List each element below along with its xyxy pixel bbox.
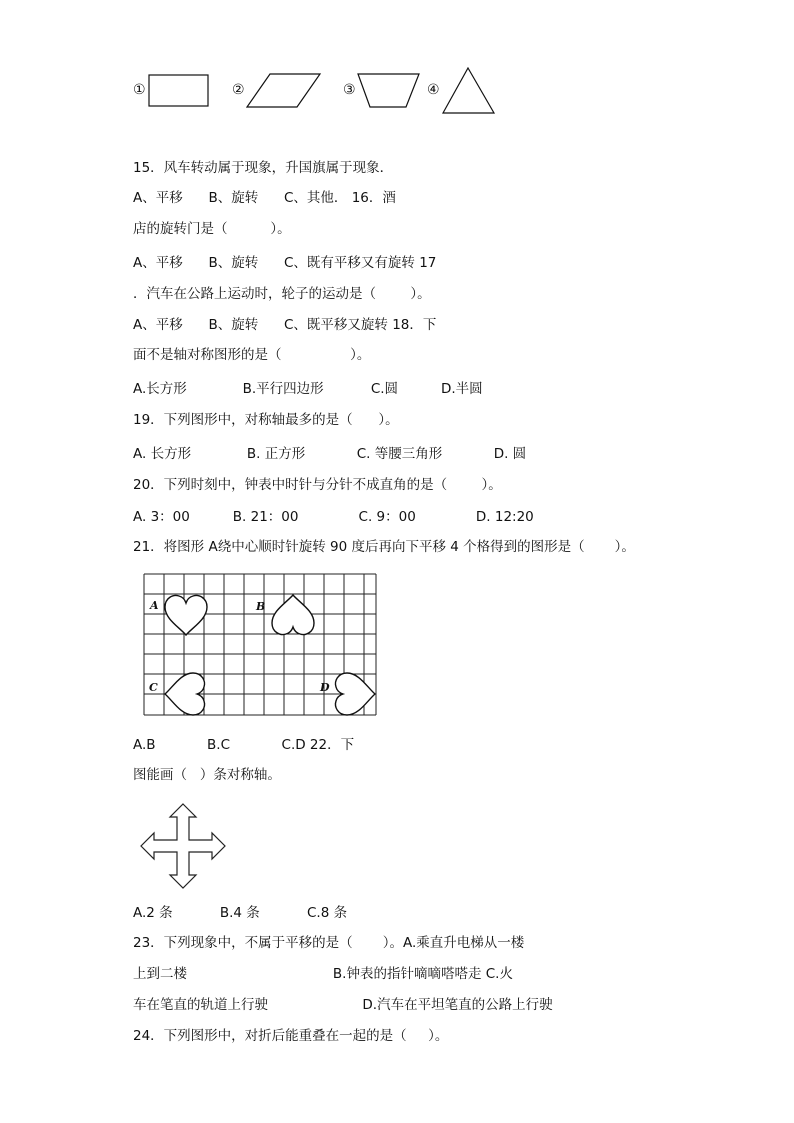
question-22: 图能画（ ）条对称轴。: [133, 767, 281, 783]
question-15-options: A、平移 B、旋转 C、其他． 16．酒: [133, 190, 396, 206]
question-17-options: A、平移 B、旋转 C、既平移又旋转 18．下: [133, 317, 437, 333]
question-16-options: A、平移 B、旋转 C、既有平移又有旋转 17: [133, 255, 437, 271]
question-19-options: A. 长方形 B. 正方形 C. 等腰三角形 D. 圆: [133, 446, 527, 462]
label-shape-4: ④: [427, 82, 440, 98]
rectangle-figure: [148, 74, 210, 108]
grid-label-d: D: [320, 681, 330, 694]
question-24: 24．下列图形中，对折后能重叠在一起的是（ ）。: [133, 1028, 449, 1044]
question-23-options-1: 上到二楼 B.钟表的指针嘀嘀嗒嗒走 C.火: [133, 966, 513, 982]
grid-label-b: B: [256, 600, 266, 613]
question-20: 20．下列时刻中，钟表中时针与分针不成直角的是（ ）。: [133, 477, 502, 493]
four-way-arrow-figure: [140, 803, 226, 889]
question-21: 21．将图形 A绕中心顺时针旋转 90 度后再向下平移 4 个格得到的图形是（ ）。: [133, 539, 635, 555]
grid-label-c: C: [149, 681, 158, 694]
heart-grid-figure: [143, 573, 379, 717]
question-17: ．汽车在公路上运动时，轮子的运动是（ ）。: [133, 286, 431, 302]
question-18: 面不是轴对称图形的是（ ）。: [133, 347, 371, 363]
question-22-options: A.2 条 B.4 条 C.8 条: [133, 905, 348, 921]
question-16: 店的旋转门是（ ）。: [133, 221, 291, 237]
question-21-options: A.B B.C C.D 22．下: [133, 737, 355, 753]
grid-label-a: A: [150, 599, 159, 612]
question-15: 15．风车转动属于现象，升国旗属于现象．: [133, 160, 394, 176]
label-shape-3: ③: [343, 82, 356, 98]
parallelogram-figure: [246, 73, 322, 109]
triangle-figure: [442, 67, 496, 115]
question-19: 19．下列图形中，对称轴最多的是（ ）。: [133, 412, 399, 428]
label-shape-2: ②: [232, 82, 245, 98]
question-23: 23．下列现象中，不属于平移的是（ ）。A.乘直升电梯从一楼: [133, 935, 525, 951]
question-18-options: A.长方形 B.平行四边形 C.圆 D.半圆: [133, 381, 483, 397]
trapezoid-figure: [357, 73, 421, 109]
question-20-options: A. 3：00 B. 21：00 C. 9：00 D. 12:20: [133, 509, 534, 525]
question-23-options-2: 车在笔直的轨道上行驶 D.汽车在平坦笔直的公路上行驶: [133, 997, 553, 1013]
label-shape-1: ①: [133, 82, 146, 98]
